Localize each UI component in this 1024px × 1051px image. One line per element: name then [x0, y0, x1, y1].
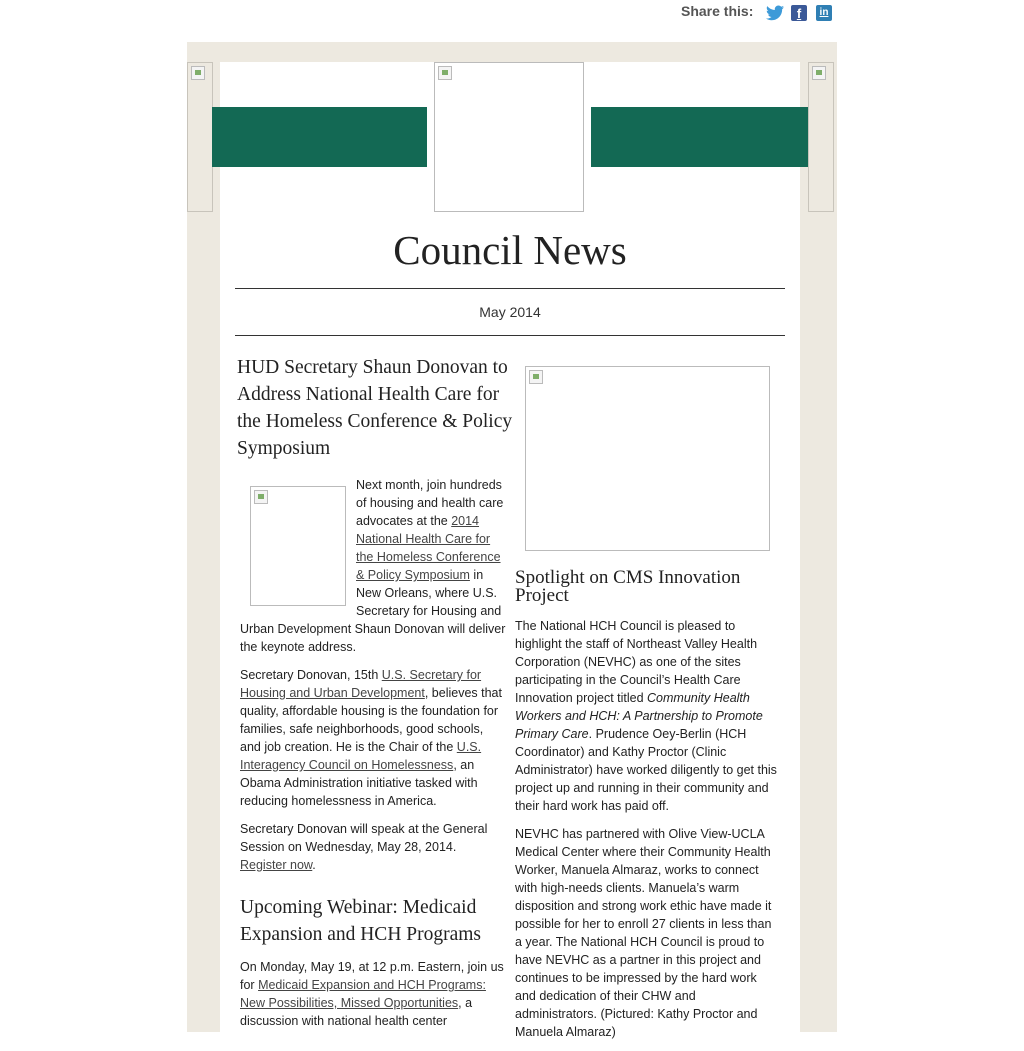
text: , a discussion with national health center [240, 996, 473, 1028]
issue-date: May 2014 [479, 304, 541, 320]
webinar-paragraph-1 [240, 958, 506, 1030]
text: , believes that quality, affordable housing is the foundation for families, safe neighborhoods, good schools, and job creation. He is the Chair of the [240, 686, 502, 754]
text: , an Obama Administration initiative tasked with reducing homelessness in America. [240, 758, 478, 808]
spotlight-body [515, 617, 781, 1051]
broken-image-icon [529, 370, 543, 384]
text: Secretary Donovan will speak at the General Session on Wednesday, May 28, 2014. [240, 822, 488, 854]
right-side-image [808, 62, 834, 212]
share-label: Share this: [681, 3, 754, 19]
spotlight-paragraph-1 [515, 617, 781, 815]
text: Next month, join hundreds of housing and health care advocates at the [356, 478, 504, 528]
facebook-icon[interactable]: f [791, 5, 807, 21]
broken-image-icon [438, 66, 452, 80]
text: in New Orleans, where U.S. Secretary for Housing and Urban Development Shaun Donovan will deliver the keynote address. [240, 568, 506, 654]
masthead-title: Council News [393, 227, 627, 273]
text: Secretary Donovan, 15th [240, 668, 382, 682]
left-side-image [187, 62, 213, 212]
text: . Prudence Oey-Berlin (HCH Coordinator) and Kathy Proctor (Clinic Administrator) have worked diligently to get this project up and running in their community and their hard work has paid off. [515, 727, 777, 813]
conference-link[interactable]: 2014 National Health Care for the Homeless Conference & Policy Symposium [356, 514, 501, 582]
logo-image [434, 62, 584, 212]
broken-image-icon [812, 66, 826, 80]
lead-paragraph-2 [240, 666, 506, 810]
text: The National HCH Council is pleased to highlight the staff of Northeast Valley Health Corporation (NEVHC) as one of the sites participating in the Council’s Health Care Innovation project titled [515, 619, 758, 705]
spotlight-paragraph-2: NEVHC has partnered with Olive View-UCLA Medical Center where their Community Health Worker, Manuela Almaraz, works to connect with high-needs clients. Manuela’s warm disposition and strong work ethic have made it possible for her to enroll 27 clients in less than a year. The National HCH Council is proud to have NEVHC as a partner in this project and continues to be impressed by the hard work and dedication of their CHW and administrators. (Pictured: Kathy Proctor and Manuela Almaraz) [515, 827, 772, 1039]
webinar-title: Upcoming Webinar: Medicaid Expansion and HCH Programs [240, 897, 482, 945]
header-band-right [591, 107, 808, 167]
webinar-body [240, 958, 506, 1030]
webinar-link[interactable]: Medicaid Expansion and HCH Programs: New Possibilities, Missed Opportunities [240, 978, 486, 1010]
text: . [312, 858, 316, 872]
twitter-icon[interactable] [766, 5, 782, 21]
spotlight-image [525, 366, 770, 551]
text: On Monday, May 19, at 12 p.m. Eastern, join us for [240, 960, 504, 992]
header-band-left [212, 107, 427, 167]
register-now-link[interactable]: Register now [240, 858, 313, 872]
broken-image-icon [254, 490, 268, 504]
linkedin-icon[interactable]: in [816, 5, 832, 21]
divider-top [235, 288, 785, 289]
hud-secretary-link[interactable]: U.S. Secretary for Housing and Urban Development [240, 668, 482, 700]
lead-paragraph-3 [240, 820, 506, 874]
lead-article-body [240, 476, 506, 884]
divider-bottom [235, 335, 785, 336]
spotlight-title: Spotlight on CMS Innovation Project [515, 567, 741, 606]
lead-article-title: HUD Secretary Shaun Donovan to Address National Health Care for the Homeless Conference & Policy Symposium [237, 357, 513, 459]
project-title: Community Health Workers and HCH: A Partnership to Promote Primary Care [515, 691, 763, 741]
usich-link[interactable]: U.S. Interagency Council on Homelessness [240, 740, 482, 772]
lead-article-image [250, 486, 346, 606]
broken-image-icon [191, 66, 205, 80]
